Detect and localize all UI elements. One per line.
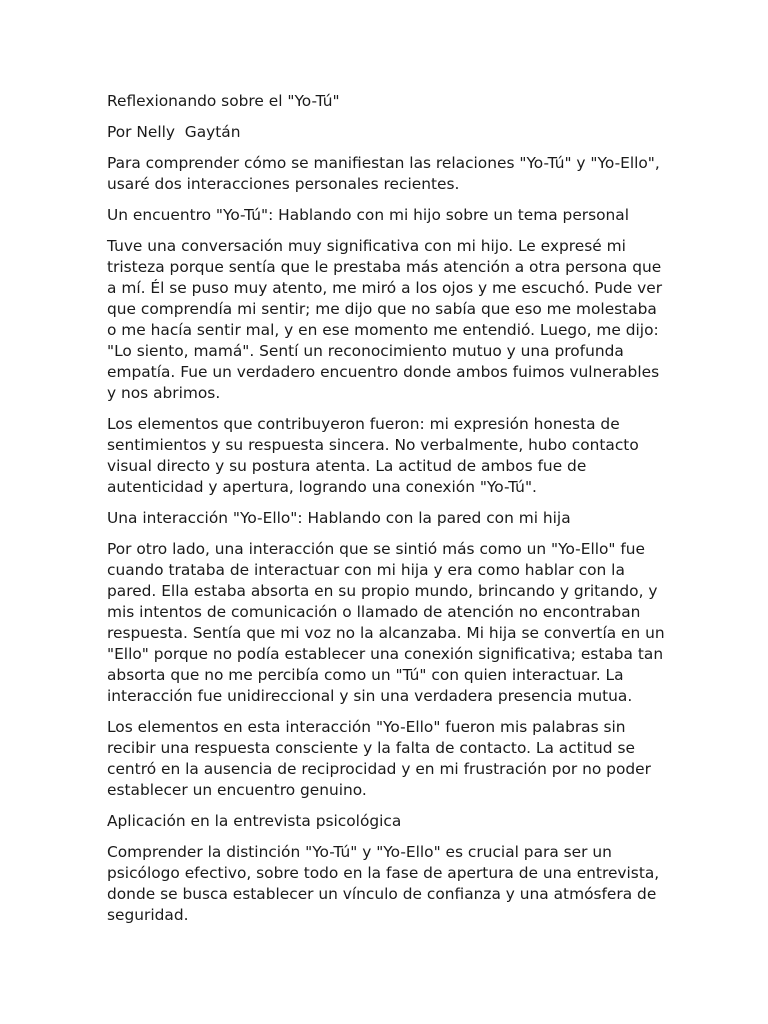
- heading-application: Aplicación en la entrevista psicológica: [107, 812, 402, 830]
- paragraph-yo-ello-elements: Los elementos en esta interacción "Yo-Ello" fueron mis palabras sin recibir una respuesta consciente y la falta de contacto. La actitud se centró en la ausencia de reciprocidad y en mi frustración por no poder establecer un encuentro genuino.: [107, 718, 651, 799]
- paragraph-yo-tu-elements: Los elementos que contribuyeron fueron: mi expresión honesta de sentimientos y su respuesta sincera. No verbalmente, hubo contacto visual directo y su postura atenta. La actitud de ambos fue de autenticidad y apertura, logrando una conexión "Yo-Tú".: [107, 415, 639, 496]
- paragraph-yo-tu-story: Tuve una conversación muy significativa con mi hijo. Le expresé mi tristeza porque sentía que le prestaba más atención a otra persona que a mí. Él se puso muy atento, me miró a los ojos y me escuchó. Pude ver que comprendía mi sentir; me dijo que no sabía que eso me molestaba o me hacía sentir mal, y en ese momento me entendió. Luego, me dijo: "Lo siento, mamá". Sentí un reconocimiento mutuo y una profunda empatía. Fue un verdadero encuentro donde ambos fuimos vulnerables y nos abrimos.: [107, 237, 663, 402]
- heading-yo-ello-interaction: Una interacción "Yo-Ello": Hablando con la pared con mi hija: [107, 509, 571, 527]
- paragraph-intro: Para comprender cómo se manifiestan las relaciones "Yo-Tú" y "Yo-Ello", usaré dos interacciones personales recientes.: [107, 154, 660, 193]
- document-title: Reflexionando sobre el "Yo-Tú": [107, 92, 340, 110]
- document-author: Por Nelly Gaytán: [107, 123, 241, 141]
- paragraph-yo-ello-story: Por otro lado, una interacción que se sintió más como un "Yo-Ello" fue cuando trataba de interactuar con mi hija y era como hablar con la pared. Ella estaba absorta en su propio mundo, brincando y gritando, y mis intentos de comunicación o llamado de atención no encontraban respuesta. Sentía que mi voz no la alcanzaba. Mi hija se convertía en un "Ello" porque no podía establecer una conexión significativa; estaba tan absorta que no me percibía como un "Tú" con quien interactuar. La interacción fue unidireccional y sin una verdadera presencia mutua.: [107, 540, 665, 705]
- paragraph-application: Comprender la distinción "Yo-Tú" y "Yo-Ello" es crucial para ser un psicólogo efectivo, sobre todo en la fase de apertura de una entrevista, donde se busca establecer un vínculo de confianza y una atmósfera de seguridad.: [107, 843, 660, 924]
- document-page: [107, 91, 667, 936]
- heading-yo-tu-encounter: Un encuentro "Yo-Tú": Hablando con mi hijo sobre un tema personal: [107, 206, 630, 224]
